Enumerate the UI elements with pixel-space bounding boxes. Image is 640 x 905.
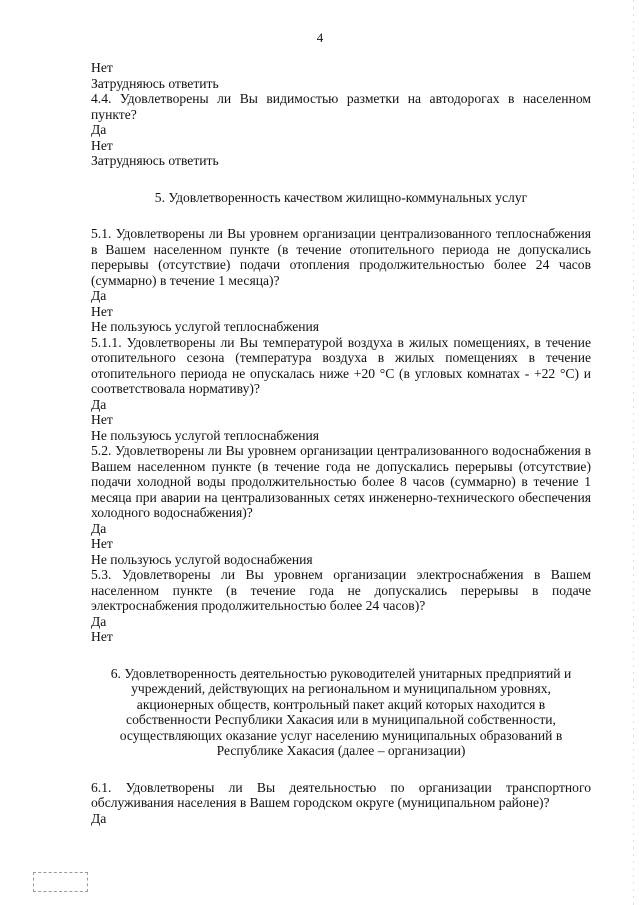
answer-option: Нет	[91, 412, 113, 427]
answer-option: Нет	[91, 536, 113, 551]
answer-option: Да	[91, 396, 107, 412]
answer-option: Затрудняюсь ответить	[91, 75, 219, 91]
question-5-2: 5.2. Удовлетворены ли Вы уровнем организации централизованного водоснабжения в Вашем населенном пункте (в течение года не допускались перерывы (отсутствие) подачи холодной воды продолжительностью более 8 часов (суммарно) в течение 1 месяца при аварии на централизованных сетях инженерно-технического обеспечения холодного водоснабжения)?	[91, 443, 591, 520]
answer-option: Затрудняюсь ответить	[91, 153, 219, 168]
question-5-1: 5.1. Удовлетворены ли Вы уровнем организации централизованного теплоснабжения в Вашем населенном пункте (в течение отопительного периода не допускались перерывы (отсутствие) подачи отопления продолжительностью более 24 часов (суммарно) в течение 1 месяца)?	[91, 226, 591, 288]
answer-option: Не пользуюсь услугой теплоснабжения	[91, 427, 320, 443]
answer-option: Не пользуюсь услугой теплоснабжения	[91, 319, 320, 334]
section-6-title: 6. Удовлетворенность деятельностью руководителей унитарных предприятий и учреждений, действующих на региональном и муниципальном уровнях, акционерных обществ, контрольный пакет акций которых находится в собственности Республики Хакасия или в муниципальной собственности, осуществляющих оказание услуг населению муниципальных образований в Республике Хакасия (далее – организации)	[110, 665, 572, 758]
scan-stamp-artifact	[33, 872, 88, 892]
answer-option: Нет	[91, 629, 113, 644]
page-number: 4	[316, 30, 324, 45]
answer-option: Нет	[91, 137, 113, 153]
answer-option: Нет	[91, 60, 113, 75]
answer-option: Да	[91, 288, 107, 303]
section-5-title: 5. Удовлетворенность качеством жилищно-коммунальных услуг	[154, 189, 528, 205]
scan-edge-artifact	[633, 0, 634, 905]
answer-option: Да	[91, 810, 107, 826]
question-5-3: 5.3. Удовлетворены ли Вы уровнем организации электроснабжения в Вашем населенном пункте (в течение года не допускались перерывы в подаче электроснабжения продолжительностью более 24 часов)?	[91, 567, 591, 613]
question-5-1-1: 5.1.1. Удовлетворены ли Вы температурой воздуха в жилых помещениях, в течение отопительного сезона (температура воздуха в жилых помещениях в течение отопительного периода не опускалась ниже +20 °С (в угловых комнатах - +22 °С) и соответствовала нормативу)?	[91, 334, 591, 396]
answer-option: Да	[91, 613, 107, 629]
question-4-4: 4.4. Удовлетворены ли Вы видимостью разметки на автодорогах в населенном пункте?	[91, 91, 591, 122]
question-6-1: 6.1. Удовлетворены ли Вы деятельностью по организации транспортного обслуживания населения в Вашем городском округе (муниципальном районе)?	[91, 779, 591, 810]
answer-option: Нет	[91, 303, 113, 319]
answer-option: Да	[91, 520, 107, 536]
answer-option: Не пользуюсь услугой водоснабжения	[91, 551, 313, 567]
answer-option: Да	[91, 122, 107, 137]
document-body	[91, 60, 591, 826]
